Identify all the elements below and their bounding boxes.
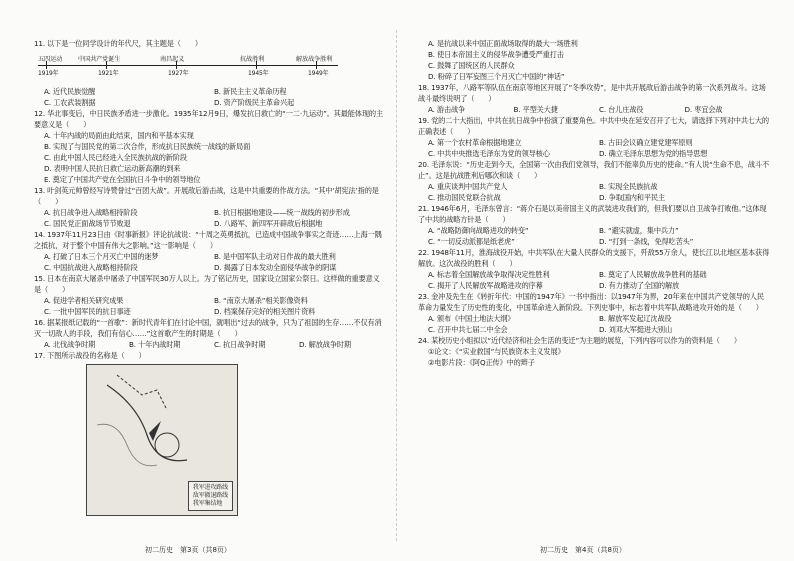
page-divider [396, 30, 397, 541]
question-19: 19. 党的二十大指出，中共在抗日战争中扮演了重要角色。中共中央在延安召开了七大，请选择下列对中共七大的正确表述（ ） [418, 116, 769, 136]
option: D. 八路军、新四军开辟敌后根据地 [214, 219, 323, 228]
option: B. “南京大屠杀”相关影像资料 [214, 296, 308, 305]
option: A. 促进学者相关研究成果 [44, 296, 124, 305]
option: A. 颁布《中国土地法大纲》 [428, 314, 515, 323]
option: B. 抗日根据地建设——统一战线的初步形成 [214, 208, 350, 217]
question-11: 11. 以下是一位同学设计的年代尺，其主题是（ ） [34, 39, 202, 48]
question-13: 13. 叶剑英元帅曾经写诗赞誉过“百团大战”。开展敌后游击战，这是中共重要的作战方法。“其中‘胡宪法’指的是（ ） [34, 186, 379, 206]
option: D. 争取国内和平民主 [599, 193, 665, 202]
route-line [117, 375, 167, 410]
question-16: 16. 据某报纸记载的“一首歌”：新时代青年们在讨论中国，就唱出“过去的战争，只为了祖国的生存……不仅有消灭一切敌人的手段，我们有信心……”这首歌产生的时期是（ ） [34, 318, 382, 338]
question-14: 14. 1937年11月23日由《时事新报》评论抗战说：“十周之英勇抵抗，已造成中国战争事实之奇迹……上海一隅之抵抗，对于整个中国有伟大之影响。”这一影响是（ ） [34, 230, 382, 250]
option: E. 奠定了中国共产党在全国抗日斗争中的领导地位 [44, 175, 201, 184]
option: D. “打到一条线，免得吃苦头” [599, 237, 694, 246]
options-row [34, 339, 384, 350]
option: C. 台儿庄战役 [599, 105, 644, 114]
timeline-year: 1949年 [308, 70, 329, 77]
timeline-year: 1921年 [98, 70, 119, 77]
option: D. 粉碎了日军妄图三个月灭亡中国的“神话” [428, 72, 565, 81]
options-row [34, 218, 384, 229]
legend-item: 敌军撤退路线 [192, 492, 228, 499]
timeline-event: 解放战争胜利 [296, 56, 333, 63]
battle-map [86, 364, 238, 516]
question-15: 15. 日本在南京大屠杀中屠杀了中国军民30万人以上。为了铭记历史，国家设立国家公祭日。这样做的重要意义是（ ） [34, 274, 380, 294]
option: B. 平型关大捷 [513, 105, 558, 114]
timeline-year: 1919年 [38, 70, 59, 77]
option: C. 召开中共七届二中全会 [428, 325, 508, 334]
legend-item: 我军集结地 [192, 500, 223, 507]
list-item: ①论文：《“实业救国”与民族资本主义发展》 [428, 347, 565, 356]
option: A. 抗日战争进入战略相持阶段 [44, 208, 138, 217]
options-row [418, 269, 770, 280]
left-page [34, 38, 384, 516]
timeline [38, 51, 338, 83]
timeline-event: 五四运动 [38, 56, 63, 63]
list-item: ②电影片段：《阿Q正传》中的辫子 [428, 358, 535, 367]
right-page [418, 38, 770, 368]
option: B. 使日本帝国主义的侵华战争遭受严重打击 [428, 50, 564, 59]
options-row [34, 97, 384, 108]
options-row [34, 295, 384, 306]
option: D. 资产阶级民主革命兴起 [214, 98, 295, 107]
option: D. 档案保存完好的相关图片资料 [214, 307, 316, 316]
question-12: 12. 华北事变后，中日民族矛盾进一步激化。1935年12月9日，爆发抗日救亡的“一二·九运动”。其最能体现的主要意义是（ ） [34, 109, 383, 129]
route-line [107, 385, 187, 461]
option: B. 实现了与国民党的第二次合作，形成抗日民族统一战线的新局面 [44, 142, 251, 151]
option: B. 解放军发起辽沈战役 [599, 314, 672, 323]
option: C. 中共中央推选毛泽东为党的领导核心 [428, 149, 550, 158]
option: B. 实现全民族抗战 [599, 182, 658, 191]
option: A. 游击战争 [428, 105, 466, 114]
question-22: 22. 1948年11月，淮海战役开始，中共军队在大量人民群众的支援下，歼敌55万余人，使长江以北地区基本获得解放。这次战役的胜利（ ） [418, 248, 770, 268]
timeline-axis [38, 65, 338, 66]
option: A. 是抗战以来中国正面战场取得的最大一场胜利 [428, 39, 578, 48]
question-20: 20. 毛泽东说：“历史走到今天，全国第一次由我们党领导，我们不能辜负历史的使命。”有人说“生命不息，战斗不止”。这是抗战胜利后哪次和谈（ ） [418, 160, 770, 180]
option: A. 标志着全国解放战争取得决定性胜利 [428, 270, 550, 279]
river-line [97, 424, 157, 466]
battle-map-drawing [87, 365, 237, 475]
map-legend [188, 481, 233, 511]
page-footer: 初二历史 第3页（共8页） [145, 546, 231, 554]
options-row [34, 251, 384, 262]
legend-item: 我军进攻路线 [192, 484, 228, 491]
option: B. 是中国军队主动对日作战的最大胜利 [214, 252, 336, 261]
options-row [418, 181, 770, 192]
question-23: 23. 金冲及先生在《转折年代：中国的1947年》一书中指出：以1947年为界，20年来在中国共产党领导的人民革命力量发生了历史性的变化，中国革命进入新阶段。下列史事中，标志着中共军队战略进攻开始的是（ ） [418, 292, 764, 312]
encirclement-mark [155, 433, 179, 457]
question-24: 24. 某校历史小组拟以“近代经济和社会生活的变迁”为主题的展览，下列内容可以作为的资料是（ ） [418, 336, 741, 345]
arrow-icon [149, 421, 161, 441]
page-footer: 初二历史 第4页（共8页） [540, 546, 626, 554]
option: A. 十年内战的局面由此结束，国内和平基本实现 [44, 131, 194, 140]
option: A. 第一个农村革命根据地建立 [428, 138, 522, 147]
option: C. 国民党正面战场节节败退 [44, 219, 131, 228]
option: C. 中国抗战进入战略相持阶段 [44, 263, 138, 272]
option: C. 由此中国人民已经进入全民族抗战的新阶段 [44, 153, 187, 162]
option: C. 一批中国军民的抗日事迹 [44, 307, 131, 316]
option: C. 揭开了人民解放军战略进攻的序幕 [428, 281, 543, 290]
option: D. 有力推动了全国的解放 [599, 281, 680, 290]
timeline-year: 1927年 [168, 70, 189, 77]
option: A. 近代民族觉醒 [44, 87, 96, 96]
option: D. 确立毛泽东思想为党的指导思想 [599, 149, 708, 158]
timeline-event: 抗战胜利 [240, 56, 265, 63]
option: C. “一切反动派都是纸老虎” [428, 237, 515, 246]
options-row [34, 262, 384, 273]
option: A. 北伐战争时期 [44, 340, 96, 349]
option: D. 解放战争时期 [299, 340, 351, 349]
question-17: 17. 下图所示战役的名称是（ ） [34, 351, 146, 360]
options-row [418, 280, 770, 291]
option: B. 十年内战时期 [129, 340, 181, 349]
options-row [418, 137, 770, 148]
option: C. 推动国民党联合抗战 [428, 193, 501, 202]
options-row [34, 306, 384, 317]
option: C. 抗日战争时期 [214, 340, 266, 349]
option: C. 工农武装割据 [44, 98, 96, 107]
question-21: 21. 1946年6月，毛泽东曾言：“蒋介石是以美帝国主义的武装进攻我们的，但我们要以自卫战争打败他。”这体现了中共的战略方针是（ ） [418, 204, 767, 224]
timeline-event: 中国共产党诞生 [78, 56, 121, 63]
timeline-event: 南昌起义 [160, 56, 185, 63]
options-row [418, 236, 770, 247]
option: A. “战略防御向战略进攻的转变” [428, 226, 529, 235]
question-18: 18. 1937年，八路军等队伍在南京等地区开展了“冬季攻势”，是中共开展敌后游击战争的第一次系列战斗。这场战斗最终说明了（ ） [418, 83, 766, 103]
options-row [34, 207, 384, 218]
option: B. 奠定了人民解放战争胜利的基础 [599, 270, 707, 279]
options-row [418, 192, 770, 203]
option: B. 古田会议确立建党建军原则 [599, 138, 693, 147]
option: B. “避实就虚，集中兵力” [599, 226, 679, 235]
options-row [418, 104, 770, 115]
option: A. 重庆谈判中国共产党人 [428, 182, 508, 191]
timeline-year: 1945年 [248, 70, 269, 77]
option: C. 鼓舞了国统区的人民群众 [428, 61, 515, 70]
option: D. 刘邓大军挺进大别山 [599, 325, 672, 334]
options-row [418, 225, 770, 236]
option: D. 揭露了日本发动全面侵华战争的阴谋 [214, 263, 337, 272]
options-row [418, 324, 770, 335]
options-row [418, 148, 770, 159]
option: D. 枣宜会战 [684, 105, 723, 114]
options-row [34, 86, 384, 97]
options-row [418, 313, 770, 324]
option: D. 表明中国人民抗日救亡运动新高潮的到来 [44, 164, 181, 173]
option: A. 打破了日本三个月灭亡中国的迷梦 [44, 252, 159, 261]
option: B. 新民主主义革命历程 [214, 87, 287, 96]
